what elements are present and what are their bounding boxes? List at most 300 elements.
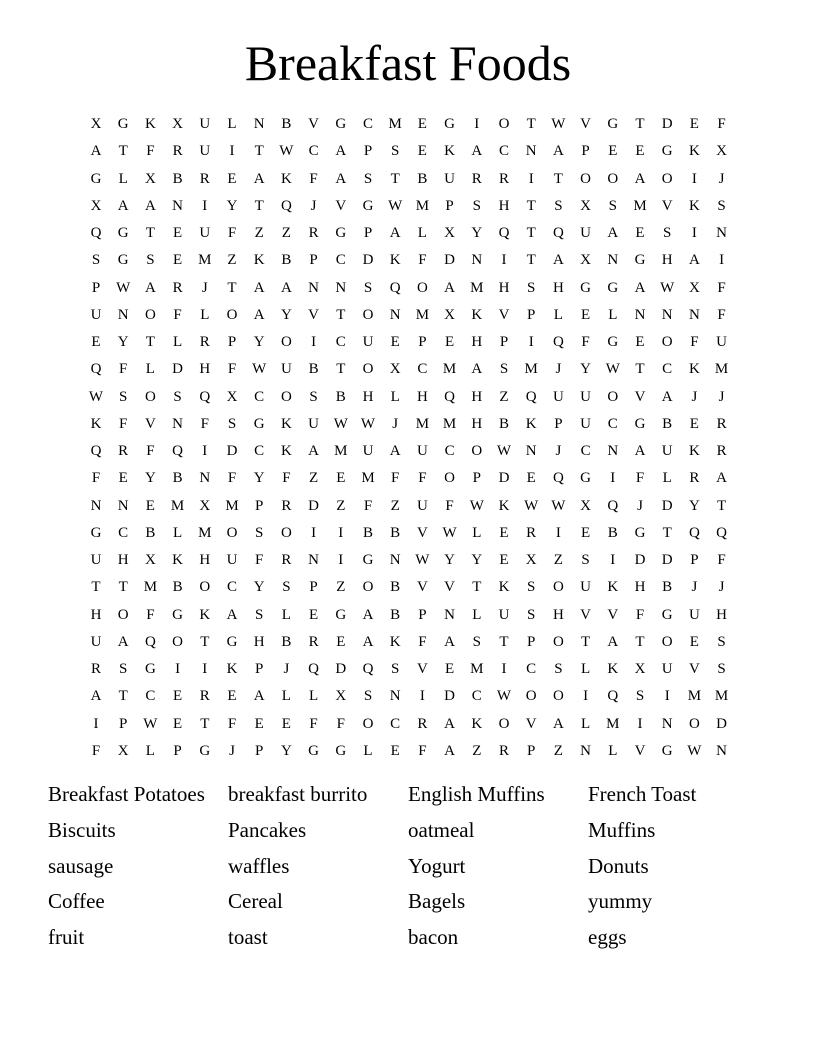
grid-row: [82, 658, 735, 685]
grid-letter: L: [662, 470, 672, 487]
grid-letter: G: [607, 334, 619, 350]
grid-letter: F: [255, 552, 264, 568]
grid-letter: O: [661, 170, 673, 187]
grid-letter: Z: [227, 252, 237, 269]
grid-letter: W: [279, 143, 294, 160]
grid-letter: T: [635, 116, 645, 132]
grid-letter: K: [607, 579, 619, 596]
grid-letter: O: [471, 443, 483, 459]
grid-letter: I: [583, 688, 589, 705]
grid-letter: A: [90, 143, 102, 160]
grid-letter: E: [526, 470, 536, 487]
grid-letter: V: [416, 524, 428, 541]
grid-row: [82, 713, 735, 740]
grid-letter: U: [199, 143, 211, 160]
grid-letter: S: [608, 197, 617, 214]
grid-letter: T: [499, 633, 509, 650]
grid-letter: M: [361, 470, 375, 487]
grid-letter: V: [416, 661, 428, 677]
grid-letter: K: [688, 361, 700, 378]
grid-letter: V: [416, 579, 428, 596]
grid-letter: U: [199, 225, 211, 241]
grid-letter: O: [117, 606, 129, 623]
grid-letter: W: [88, 388, 104, 405]
grid-letter: E: [227, 688, 237, 705]
grid-letter: S: [581, 552, 590, 568]
grid-letter: H: [661, 252, 673, 269]
grid-letter: L: [608, 742, 618, 759]
grid-letter: G: [144, 661, 156, 677]
grid-letter: Y: [253, 579, 265, 596]
grid-letter: I: [691, 170, 697, 187]
grid-letter: Q: [607, 688, 619, 705]
grid-letter: M: [633, 197, 647, 214]
grid-letter: T: [635, 633, 645, 650]
grid-letter: I: [719, 252, 725, 269]
grid-letter: M: [415, 306, 430, 323]
grid-letter: I: [93, 715, 99, 732]
grid-letter: E: [445, 661, 455, 677]
grid-letter: Z: [472, 742, 482, 759]
grid-letter: E: [227, 170, 237, 187]
grid-letter: F: [282, 470, 291, 487]
grid-letter: H: [253, 633, 265, 650]
grid-letter: U: [580, 225, 592, 241]
grid-letter: I: [610, 552, 616, 568]
grid-letter: G: [308, 742, 320, 759]
grid-letter: A: [308, 443, 320, 459]
grid-letter: O: [416, 279, 428, 296]
grid-letter: I: [664, 688, 670, 705]
grid-letter: X: [226, 388, 238, 405]
grid-letter: A: [144, 279, 156, 296]
grid-letter: X: [335, 688, 347, 705]
grid-letter: O: [199, 579, 211, 596]
grid-letter: E: [445, 334, 455, 350]
grid-letter: G: [172, 606, 184, 623]
grid-letter: O: [280, 388, 292, 405]
grid-letter: V: [144, 415, 156, 432]
word-bank-item: Muffins: [588, 817, 656, 842]
grid-letter: K: [471, 306, 483, 323]
grid-letter: F: [146, 443, 155, 459]
word-bank-item: oatmeal: [408, 817, 475, 842]
grid-letter: K: [280, 170, 292, 187]
grid-letter: P: [472, 470, 481, 487]
grid-letter: F: [119, 361, 128, 378]
grid-letter: G: [634, 524, 646, 541]
grid-letter: U: [90, 306, 102, 323]
grid-letter: S: [472, 197, 481, 214]
grid-letter: P: [527, 306, 536, 323]
grid-letter: G: [580, 279, 592, 296]
grid-row: [82, 304, 735, 331]
grid-letter: A: [90, 688, 102, 705]
grid-letter: Y: [144, 470, 156, 487]
grid-letter: F: [146, 606, 155, 623]
grid-letter: A: [471, 143, 483, 160]
grid-letter: S: [282, 579, 291, 596]
grid-letter: A: [444, 633, 456, 650]
word-bank-item: eggs: [588, 925, 627, 950]
grid-letter: P: [255, 497, 264, 514]
grid-row: [82, 549, 735, 576]
grid-letter: C: [607, 415, 618, 432]
grid-letter: U: [580, 388, 592, 405]
grid-letter: I: [229, 143, 235, 160]
grid-letter: O: [280, 334, 292, 350]
grid-letter: H: [498, 197, 510, 214]
grid-letter: G: [607, 279, 619, 296]
grid-letter: L: [417, 225, 427, 241]
grid-letter: H: [498, 279, 510, 296]
grid-letter: I: [202, 443, 208, 459]
grid-letter: A: [634, 443, 646, 459]
grid-letter: V: [498, 306, 510, 323]
grid-letter: O: [661, 334, 673, 350]
grid-row: [82, 331, 735, 358]
grid-letter: Q: [389, 279, 401, 296]
grid-letter: S: [472, 633, 481, 650]
grid-letter: W: [496, 688, 512, 705]
grid-letter: U: [580, 579, 592, 596]
grid-letter: S: [146, 252, 155, 269]
grid-letter: C: [526, 661, 537, 677]
grid-letter: E: [390, 742, 400, 759]
grid-letter: C: [335, 252, 346, 269]
grid-letter: Z: [553, 742, 563, 759]
grid-letter: X: [117, 742, 129, 759]
grid-letter: J: [718, 388, 725, 405]
grid-letter: I: [555, 524, 561, 541]
word-bank-item: Yogurt: [408, 853, 466, 878]
grid-row: [82, 495, 735, 522]
word-bank-item: Donuts: [588, 853, 649, 878]
grid-letter: N: [471, 252, 483, 269]
grid-letter: B: [607, 524, 618, 541]
grid-letter: U: [199, 116, 211, 132]
grid-letter: I: [691, 225, 697, 241]
grid-letter: B: [281, 252, 292, 269]
grid-letter: J: [637, 497, 643, 514]
grid-letter: J: [392, 415, 399, 432]
grid-letter: T: [553, 170, 563, 187]
grid-letter: O: [144, 306, 156, 323]
grid-row: [82, 604, 735, 631]
grid-letter: H: [471, 334, 483, 350]
grid-letter: M: [714, 688, 729, 705]
grid-letter: I: [419, 688, 425, 705]
grid-letter: A: [444, 715, 456, 732]
grid-letter: X: [580, 197, 592, 214]
grid-letter: G: [335, 225, 347, 241]
grid-letter: A: [253, 306, 265, 323]
grid-letter: R: [526, 524, 537, 541]
grid-letter: S: [363, 688, 373, 705]
grid-letter: P: [418, 606, 427, 623]
grid-letter: N: [444, 606, 456, 623]
grid-letter: K: [607, 661, 619, 677]
word-bank-item: yummy: [588, 889, 653, 914]
grid-letter: R: [498, 742, 509, 759]
grid-letter: N: [389, 306, 401, 323]
grid-letter: I: [202, 197, 208, 214]
grid-row: [82, 195, 735, 222]
grid-letter: T: [200, 715, 210, 732]
grid-letter: X: [90, 116, 102, 132]
grid-letter: Q: [90, 225, 102, 241]
grid-letter: E: [635, 143, 645, 160]
grid-letter: F: [581, 334, 590, 350]
grid-letter: F: [146, 143, 155, 160]
grid-letter: F: [635, 606, 645, 623]
grid-letter: A: [280, 279, 292, 296]
grid-letter: S: [554, 661, 563, 677]
grid-letter: O: [362, 715, 374, 732]
grid-letter: Q: [444, 388, 456, 405]
grid-letter: N: [580, 742, 592, 759]
grid-row: [82, 386, 735, 413]
grid-letter: N: [525, 443, 537, 459]
grid-letter: P: [309, 579, 318, 596]
grid-letter: K: [471, 715, 483, 732]
grid-letter: P: [173, 742, 182, 759]
grid-letter: L: [581, 661, 591, 677]
grid-letter: G: [90, 524, 102, 541]
grid-letter: I: [338, 552, 344, 568]
grid-letter: O: [498, 715, 510, 732]
grid-letter: A: [552, 715, 564, 732]
grid-letter: N: [607, 252, 619, 269]
grid-letter: N: [172, 197, 184, 214]
grid-letter: I: [501, 661, 507, 677]
grid-row: [82, 222, 735, 249]
grid-letter: Q: [688, 524, 700, 541]
grid-row: [82, 740, 735, 767]
grid-letter: S: [119, 661, 128, 677]
grid-letter: Q: [362, 661, 374, 677]
grid-letter: R: [498, 170, 509, 187]
grid-letter: E: [499, 524, 509, 541]
grid-letter: X: [444, 225, 456, 241]
grid-letter: Z: [254, 225, 264, 241]
grid-letter: N: [117, 497, 129, 514]
grid-letter: K: [90, 415, 102, 432]
grid-letter: F: [336, 715, 345, 732]
grid-letter: M: [415, 415, 430, 432]
grid-row: [82, 631, 735, 658]
grid-letter: J: [310, 197, 317, 214]
grid-letter: L: [553, 306, 563, 323]
grid-letter: P: [363, 143, 373, 160]
grid-letter: R: [689, 470, 700, 487]
grid-letter: M: [442, 361, 457, 378]
grid-letter: E: [581, 306, 591, 323]
letter-grid: [82, 113, 735, 767]
grid-letter: K: [253, 252, 265, 269]
grid-letter: E: [390, 334, 400, 350]
grid-letter: S: [527, 606, 536, 623]
grid-letter: P: [91, 279, 101, 296]
grid-letter: C: [444, 443, 455, 459]
grid-letter: A: [552, 143, 564, 160]
grid-letter: W: [524, 497, 539, 514]
grid-letter: O: [144, 388, 156, 405]
grid-letter: H: [117, 552, 129, 568]
word-bank-item: Bagels: [408, 889, 466, 914]
grid-letter: S: [119, 388, 128, 405]
grid-letter: C: [335, 334, 346, 350]
grid-letter: E: [499, 552, 509, 568]
grid-letter: O: [362, 361, 374, 378]
grid-letter: I: [202, 661, 208, 677]
grid-letter: R: [199, 688, 210, 705]
grid-letter: T: [390, 170, 400, 187]
grid-letter: K: [280, 415, 292, 432]
grid-letter: J: [283, 661, 290, 677]
grid-letter: R: [308, 225, 319, 241]
grid-letter: E: [309, 606, 319, 623]
word-bank-item: Pancakes: [228, 817, 307, 842]
grid-letter: I: [501, 252, 507, 269]
grid-letter: B: [308, 361, 319, 378]
grid-letter: G: [362, 197, 374, 214]
grid-letter: F: [418, 252, 427, 269]
grid-letter: I: [175, 661, 181, 677]
grid-letter: Y: [280, 742, 292, 759]
grid-letter: T: [145, 334, 155, 350]
word-bank-item: sausage: [48, 853, 114, 878]
grid-letter: U: [688, 606, 700, 623]
grid-letter: M: [606, 715, 620, 732]
grid-letter: R: [308, 633, 319, 650]
grid-letter: N: [335, 279, 347, 296]
grid-letter: L: [173, 524, 183, 541]
grid-letter: C: [471, 688, 482, 705]
grid-letter: R: [118, 443, 129, 459]
grid-letter: E: [417, 143, 427, 160]
grid-letter: N: [634, 306, 646, 323]
grid-letter: W: [660, 279, 675, 296]
grid-letter: K: [444, 143, 456, 160]
grid-row: [82, 358, 735, 385]
grid-letter: J: [718, 579, 725, 596]
grid-letter: R: [281, 497, 292, 514]
grid-letter: S: [255, 606, 264, 623]
grid-letter: O: [525, 688, 537, 705]
grid-letter: T: [662, 524, 672, 541]
grid-letter: H: [362, 388, 374, 405]
grid-letter: A: [253, 279, 265, 296]
grid-letter: W: [388, 197, 403, 214]
grid-letter: I: [610, 470, 616, 487]
grid-letter: A: [389, 443, 401, 459]
grid-letter: O: [226, 524, 238, 541]
grid-letter: W: [551, 116, 566, 132]
grid-letter: T: [200, 633, 210, 650]
grid-row: [82, 440, 735, 467]
grid-letter: V: [661, 197, 673, 214]
grid-letter: Q: [172, 443, 184, 459]
grid-letter: W: [415, 552, 430, 568]
grid-letter: T: [635, 361, 645, 378]
grid-row: [82, 522, 735, 549]
grid-letter: C: [362, 116, 373, 132]
grid-letter: P: [581, 143, 590, 160]
grid-letter: X: [172, 116, 184, 132]
grid-letter: U: [90, 633, 102, 650]
grid-letter: Q: [552, 225, 564, 241]
grid-letter: X: [144, 170, 156, 187]
grid-letter: R: [90, 661, 101, 677]
grid-letter: L: [581, 715, 591, 732]
grid-letter: S: [554, 197, 563, 214]
grid-row: [82, 168, 735, 195]
grid-letter: T: [581, 633, 591, 650]
grid-letter: O: [661, 633, 673, 650]
grid-letter: K: [172, 552, 184, 568]
grid-letter: P: [255, 742, 264, 759]
grid-letter: E: [145, 497, 155, 514]
grid-letter: M: [334, 443, 348, 459]
grid-letter: O: [607, 170, 619, 187]
grid-letter: W: [143, 715, 158, 732]
grid-letter: P: [418, 334, 427, 350]
grid-letter: W: [551, 497, 566, 514]
grid-letter: J: [229, 742, 235, 759]
grid-letter: A: [688, 252, 700, 269]
grid-letter: C: [580, 443, 591, 459]
grid-letter: W: [252, 361, 267, 378]
grid-row: [82, 249, 735, 276]
grid-letter: H: [716, 606, 728, 623]
grid-letter: T: [145, 225, 155, 241]
grid-letter: C: [254, 388, 265, 405]
grid-letter: A: [335, 170, 347, 187]
grid-letter: U: [280, 361, 292, 378]
grid-letter: O: [552, 633, 564, 650]
grid-letter: Q: [308, 661, 320, 677]
grid-letter: E: [635, 334, 645, 350]
grid-letter: F: [200, 415, 209, 432]
grid-letter: U: [444, 170, 456, 187]
grid-letter: F: [227, 715, 237, 732]
grid-letter: M: [470, 279, 484, 296]
grid-letter: E: [91, 334, 101, 350]
grid-letter: B: [172, 579, 183, 596]
grid-letter: G: [117, 252, 129, 269]
grid-letter: T: [526, 252, 536, 269]
grid-letter: O: [688, 715, 700, 732]
grid-letter: H: [552, 279, 564, 296]
grid-letter: E: [689, 116, 699, 132]
grid-letter: O: [580, 170, 592, 187]
grid-letter: V: [308, 306, 320, 323]
grid-letter: D: [661, 552, 673, 568]
grid-letter: A: [226, 606, 238, 623]
grid-row: [82, 140, 735, 167]
grid-letter: D: [661, 116, 673, 132]
word-bank-item: Cereal: [228, 889, 283, 914]
grid-letter: A: [471, 361, 483, 378]
grid-letter: W: [469, 497, 484, 514]
grid-letter: U: [580, 415, 592, 432]
grid-letter: A: [634, 279, 646, 296]
grid-letter: X: [199, 497, 211, 514]
grid-letter: T: [526, 225, 536, 241]
grid-letter: Q: [552, 470, 564, 487]
grid-letter: L: [608, 306, 618, 323]
